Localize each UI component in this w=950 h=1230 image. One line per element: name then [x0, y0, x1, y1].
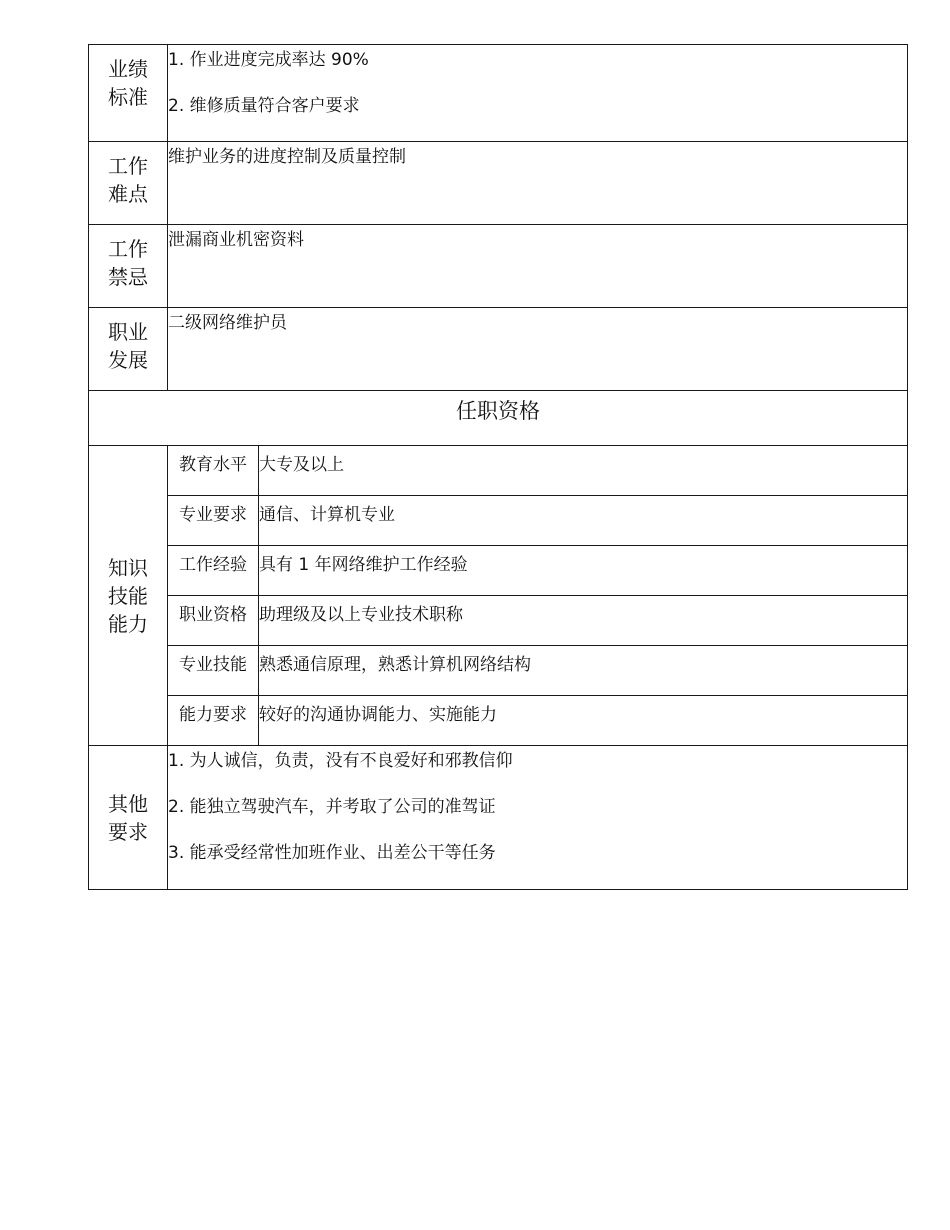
- qualification-row: [89, 646, 908, 696]
- qualification-row: [89, 546, 908, 596]
- qualification-item-value: 助理级及以上专业技术职称: [259, 596, 908, 646]
- qualification-item-label: 专业要求: [168, 496, 259, 546]
- taboo-row: [89, 225, 908, 308]
- qualification-row: [89, 596, 908, 646]
- qualification-item-label: 能力要求: [168, 696, 259, 746]
- difficulty-content: [168, 142, 908, 225]
- qualification-item-value: 较好的沟通协调能力、实施能力: [259, 696, 908, 746]
- difficulty-text: 维护业务的进度控制及质量控制: [168, 147, 406, 167]
- other-label: 其他 要求: [89, 746, 168, 890]
- qualification-heading: 任职资格: [89, 391, 908, 446]
- career-content: [168, 308, 908, 391]
- career-text: 二级网络维护员: [168, 313, 287, 333]
- qualification-group-label: 知识 技能 能力: [89, 446, 168, 746]
- qualification-row: [89, 696, 908, 746]
- taboo-content: [168, 225, 908, 308]
- qualification-item-label: 专业技能: [168, 646, 259, 696]
- performance-row: [89, 45, 908, 142]
- job-description-table: [88, 44, 908, 890]
- qualification-row: [89, 446, 908, 496]
- other-item: 2. 能独立驾驶汽车，并考取了公司的准驾证: [168, 797, 496, 817]
- qualification-item-value: 具有 1 年网络维护工作经验: [259, 546, 908, 596]
- performance-item: 1. 作业进度完成率达 90%: [168, 50, 369, 70]
- qualification-item-value: 通信、计算机专业: [259, 496, 908, 546]
- performance-label: 业绩 标准: [89, 45, 168, 142]
- taboo-label: 工作 禁忌: [89, 225, 168, 308]
- qualification-item-value: 大专及以上: [259, 446, 908, 496]
- difficulty-label: 工作 难点: [89, 142, 168, 225]
- other-item: 1. 为人诚信，负责，没有不良爱好和邪教信仰: [168, 751, 513, 771]
- difficulty-row: [89, 142, 908, 225]
- career-row: [89, 308, 908, 391]
- qualification-item-label: 工作经验: [168, 546, 259, 596]
- other-item: 3. 能承受经常性加班作业、出差公干等任务: [168, 843, 496, 863]
- taboo-text: 泄漏商业机密资料: [168, 230, 304, 250]
- qualification-heading-row: [89, 391, 908, 446]
- qualification-row: [89, 496, 908, 546]
- performance-content: [168, 45, 908, 142]
- performance-item: 2. 维修质量符合客户要求: [168, 96, 360, 116]
- qualification-item-label: 职业资格: [168, 596, 259, 646]
- other-row: [89, 746, 908, 890]
- other-content: [168, 746, 908, 890]
- qualification-item-label: 教育水平: [168, 446, 259, 496]
- qualification-item-value: 熟悉通信原理，熟悉计算机网络结构: [259, 646, 908, 696]
- career-label: 职业 发展: [89, 308, 168, 391]
